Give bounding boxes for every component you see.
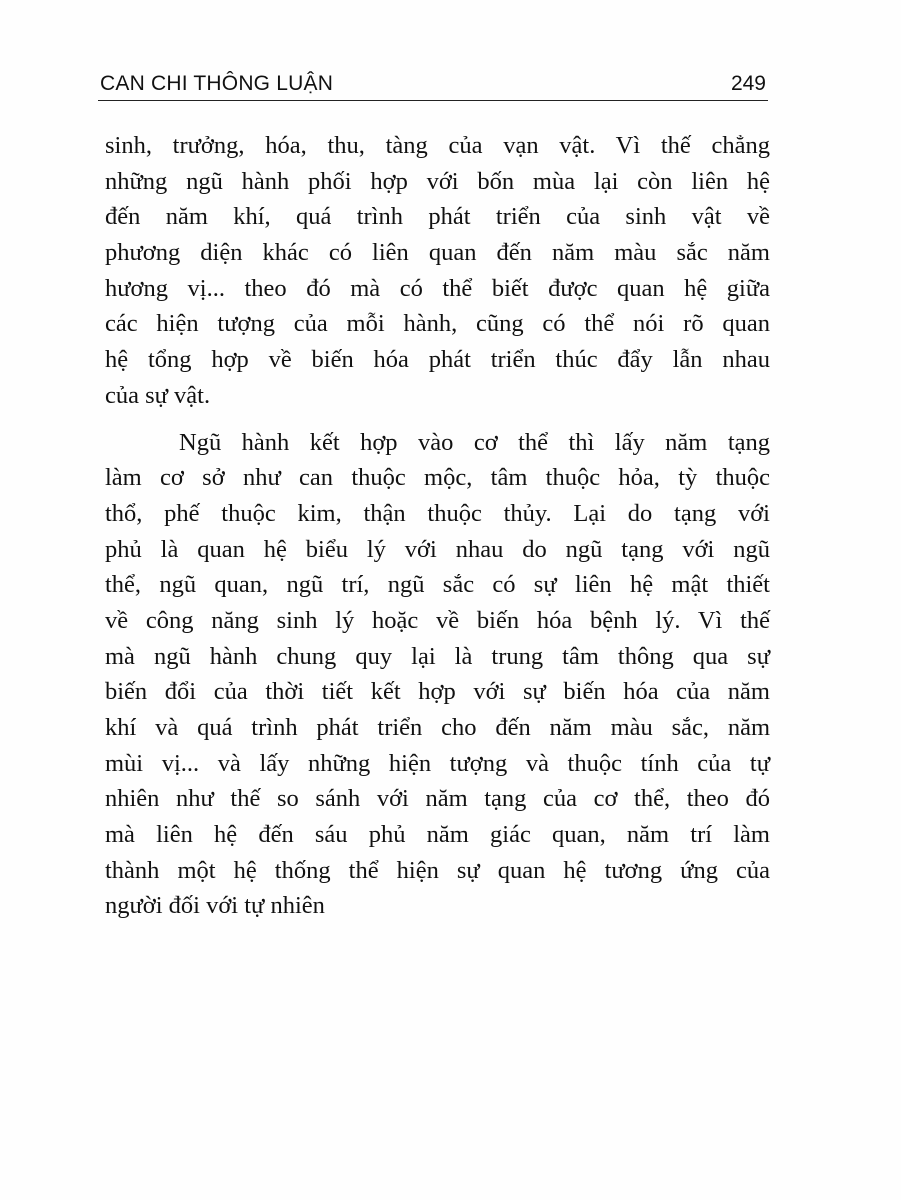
paragraph-2 xyxy=(105,425,770,925)
text-line: sinh, trưởng, hóa, thu, tàng của vạn vật. Vì thế chẳng xyxy=(105,132,770,159)
text-line: Ngũ hành kết hợp vào cơ thể thì lấy năm tạng xyxy=(179,428,770,456)
text-line: thổ, phế thuộc kim, thận thuộc thủy. Lại do tạng với xyxy=(105,499,770,527)
text-line: mùi vị... và lấy những hiện tượng và thuộc tính của tự xyxy=(105,749,770,777)
body-text xyxy=(105,128,770,924)
text-line: của sự vật. xyxy=(105,381,211,409)
text-line: làm cơ sở như can thuộc mộc, tâm thuộc hỏa, tỳ thuộc xyxy=(105,464,770,492)
text-line: khí và quá trình phát triển cho đến năm màu sắc, năm xyxy=(105,714,770,741)
text-line: đến năm khí, quá trình phát triển của sinh vật về xyxy=(105,203,770,231)
text-line: hệ tổng hợp về biến hóa phát triển thúc đẩy lẫn nhau xyxy=(105,346,770,374)
text-line: nhiên như thế so sánh với năm tạng của cơ thể, theo đó xyxy=(105,785,770,813)
paragraph-1 xyxy=(105,128,770,414)
text-line: về công năng sinh lý hoặc về biến hóa bệnh lý. Vì thế xyxy=(105,606,770,634)
running-title: CAN CHI THÔNG LUẬN xyxy=(100,72,334,95)
text-line: thành một hệ thống thể hiện sự quan hệ tương ứng của xyxy=(105,856,770,884)
text-line: phương diện khác có liên quan đến năm màu sắc năm xyxy=(105,239,770,267)
header-divider xyxy=(98,100,768,101)
page-number: 249 xyxy=(730,72,766,95)
text-line: thể, ngũ quan, ngũ trí, ngũ sắc có sự liên hệ mật thiết xyxy=(105,571,770,599)
text-line: những ngũ hành phối hợp với bốn mùa lại còn liên hệ xyxy=(105,167,770,195)
text-line: hương vị... theo đó mà có thể biết được quan hệ giữa xyxy=(105,274,770,302)
text-line: biến đổi của thời tiết kết hợp với sự biến hóa của năm xyxy=(105,678,770,706)
text-line: mà ngũ hành chung quy lại là trung tâm thông qua sự xyxy=(105,642,770,670)
text-line: các hiện tượng của mỗi hành, cũng có thể nói rõ quan xyxy=(105,310,770,338)
text-line: người đối với tự nhiên xyxy=(105,892,325,920)
text-line: phủ là quan hệ biểu lý với nhau do ngũ tạng với ngũ xyxy=(105,535,770,563)
text-line: mà liên hệ đến sáu phủ năm giác quan, năm trí làm xyxy=(105,821,770,849)
running-header xyxy=(98,72,768,102)
